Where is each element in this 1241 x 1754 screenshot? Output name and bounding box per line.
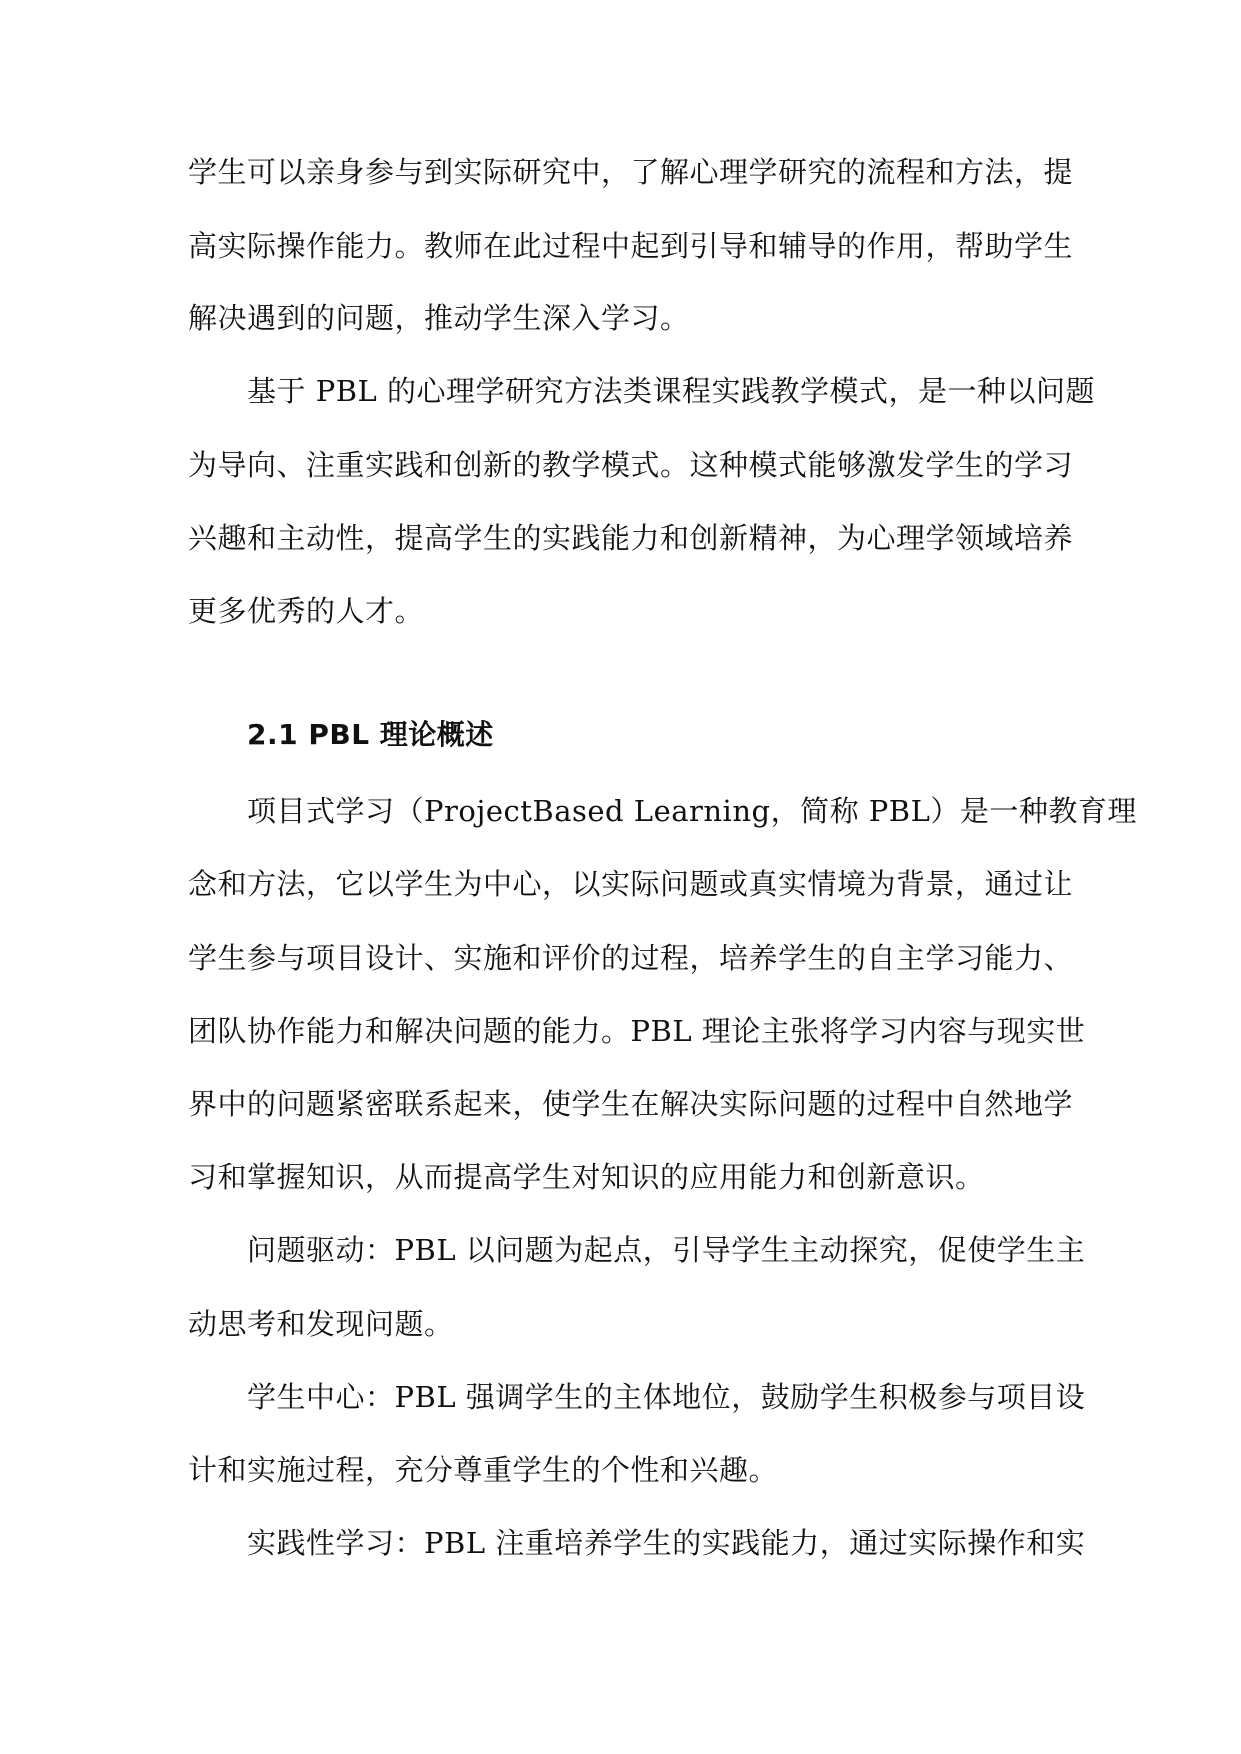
paragraph-line: 团队协作能力和解决问题的能力。PBL 理论主张将学习内容与现实世 (188, 1014, 1086, 1048)
paragraph-line: 高实际操作能力。教师在此过程中起到引导和辅导的作用，帮助学生 (188, 229, 1074, 263)
paragraph-line: 问题驱动：PBL 以问题为起点，引导学生主动探究，促使学生主 (247, 1233, 1086, 1267)
paragraph-line: 基于 PBL 的心理学研究方法类课程实践教学模式，是一种以问题 (247, 374, 1096, 408)
section-heading: 2.1 PBL 理论概述 (247, 718, 494, 751)
paragraph-line: 学生可以亲身参与到实际研究中，了解心理学研究的流程和方法，提 (188, 155, 1074, 189)
paragraph-line: 项目式学习（ProjectBased Learning，简称 PBL）是一种教育理 (247, 794, 1137, 828)
paragraph-line: 学生参与项目设计、实施和评价的过程，培养学生的自主学习能力、 (188, 941, 1074, 975)
paragraph-line: 解决遇到的问题，推动学生深入学习。 (188, 301, 690, 335)
paragraph-line: 更多优秀的人才。 (188, 594, 425, 628)
paragraph-line: 计和实施过程，充分尊重学生的个性和兴趣。 (188, 1453, 779, 1487)
paragraph-line: 为导向、注重实践和创新的教学模式。这种模式能够激发学生的学习 (188, 448, 1074, 482)
paragraph-line: 念和方法，它以学生为中心，以实际问题或真实情境为背景，通过让 (188, 867, 1074, 901)
paragraph-line: 习和掌握知识，从而提高学生对知识的应用能力和创新意识。 (188, 1160, 985, 1194)
paragraph-line: 学生中心：PBL 强调学生的主体地位，鼓励学生积极参与项目设 (247, 1380, 1086, 1414)
paragraph-line: 兴趣和主动性，提高学生的实践能力和创新精神，为心理学领域培养 (188, 521, 1074, 555)
paragraph-line: 实践性学习：PBL 注重培养学生的实践能力，通过实际操作和实 (247, 1526, 1086, 1560)
paragraph-line: 动思考和发现问题。 (188, 1307, 454, 1341)
paragraph-line: 界中的问题紧密联系起来，使学生在解决实际问题的过程中自然地学 (188, 1087, 1074, 1121)
